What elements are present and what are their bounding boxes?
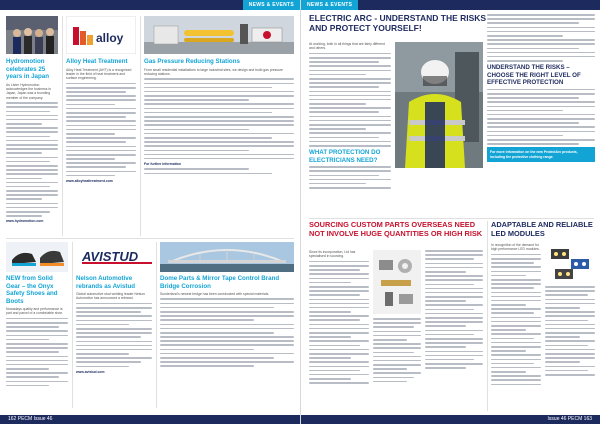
led-col-1 xyxy=(491,243,541,411)
solid-gear-article xyxy=(6,275,68,411)
electric-subhead-1: WHAT PROTECTION DO ELECTRICIANS NEED? xyxy=(309,149,381,164)
avistud-logo-box xyxy=(76,242,152,272)
section-tag: NEWS & EVENTS xyxy=(301,0,358,10)
hydromotion-text-lines xyxy=(6,102,58,217)
sourcing-title: SOURCING CUSTOM PARTS OVERSEAS NEED NOT INVOLVE HUGE QUANTITIES OR HIGH RISK xyxy=(309,221,483,238)
solid-gear-body: Nowadays quality and performance is part and parcel of a comfortable shoe. xyxy=(6,307,64,316)
safety-shoes-photo xyxy=(6,242,68,272)
gas-body: From small residential installations to large industrial sites, we design and build gas pressure reducing stations. xyxy=(144,67,283,76)
electric-body: At working, both in all things that are fairly different and others. xyxy=(309,42,385,51)
avistud-article xyxy=(76,275,152,411)
solid-gear-title: NEW from Solid Gear – the Onyx Safety Shoes and Boots xyxy=(6,275,58,305)
electrician-photo xyxy=(395,42,483,168)
gas-title: Gas Pressure Reducing Stations xyxy=(144,58,240,65)
electric-col-1 xyxy=(309,42,391,222)
sourcing-title-block xyxy=(309,221,483,247)
hydromotion-title: Hydromotion celebrates 25 years in Japan xyxy=(6,58,49,80)
electric-col-2 xyxy=(487,14,595,214)
hydromotion-body: As Lister Hydromotion acknowledges the business in Japan, Japan was a founding member of the company. xyxy=(6,82,52,100)
sourcing-body: Since its incorporation, Ltd has specialised in sourcing. xyxy=(309,250,356,259)
sourcing-col-2 xyxy=(373,318,421,410)
electric-subhead-2: UNDERSTAND THE RISKS – CHOOSE THE RIGHT LEVEL OF EFFECTIVE PROTECTION xyxy=(487,64,581,87)
alloy-body: Alloy Heat Treatment (AHT) is a recognised leader in the field of heat treatment and surface engineering. xyxy=(66,67,132,81)
alloy-website[interactable]: www.alloyheattreatment.com xyxy=(66,179,113,184)
led-modules-photo xyxy=(545,243,595,283)
avistud-logo-text: AVISTUD xyxy=(82,249,139,264)
left-footer: 162 PECM Issue 46 xyxy=(0,415,300,424)
dome-body: Sunderland's newest bridge has been constructed with special materials. xyxy=(160,292,270,296)
led-body: In recognition of the demand for high performance LED modules. xyxy=(491,243,540,252)
custom-parts-photo xyxy=(373,250,421,314)
alloy-logo-box xyxy=(66,16,136,54)
hydromotion-article xyxy=(6,58,58,258)
avistud-body: Global automotive stud welding leader Nelson Automotive has announced a rebrand. xyxy=(76,292,145,301)
sourcing-col-3 xyxy=(425,250,483,410)
alloy-title: Alloy Heat Treatment xyxy=(66,58,128,65)
avistud-website[interactable]: www.avistud.com xyxy=(76,369,105,374)
led-title-block xyxy=(491,221,595,241)
led-col-2 xyxy=(545,286,595,411)
section-tag: NEWS & EVENTS xyxy=(243,0,300,10)
right-footer: Issue 46 PECM 163 xyxy=(301,415,600,424)
right-page xyxy=(300,0,600,424)
hydromotion-photo xyxy=(6,16,58,54)
gas-article xyxy=(144,58,294,238)
avistud-title: Nelson Automotive rebrands as Avistud xyxy=(76,275,136,290)
gas-contact: For further information xyxy=(144,162,181,167)
electric-title-block xyxy=(309,14,489,38)
dome-title: Dome Parts & Mirror Tape Control Brand Bridge Corrosion xyxy=(160,275,280,290)
sourcing-col-1 xyxy=(309,250,369,410)
hydromotion-website[interactable]: www.hydromotion.com xyxy=(6,219,44,224)
alloy-logo-text: alloy xyxy=(96,31,124,45)
bridge-photo xyxy=(160,242,294,272)
gas-station-photo xyxy=(144,16,294,54)
alloy-article xyxy=(66,58,136,238)
led-title: ADAPTABLE AND RELIABLE LED MODULES xyxy=(491,221,593,238)
electric-title: ELECTRIC ARC - UNDERSTAND THE RISKS AND PROTECT YOURSELF! xyxy=(309,14,487,33)
electric-callout[interactable]: For more information on the new ProtectArc products, including the protective clothing range. xyxy=(487,147,595,162)
dome-article xyxy=(160,275,294,411)
